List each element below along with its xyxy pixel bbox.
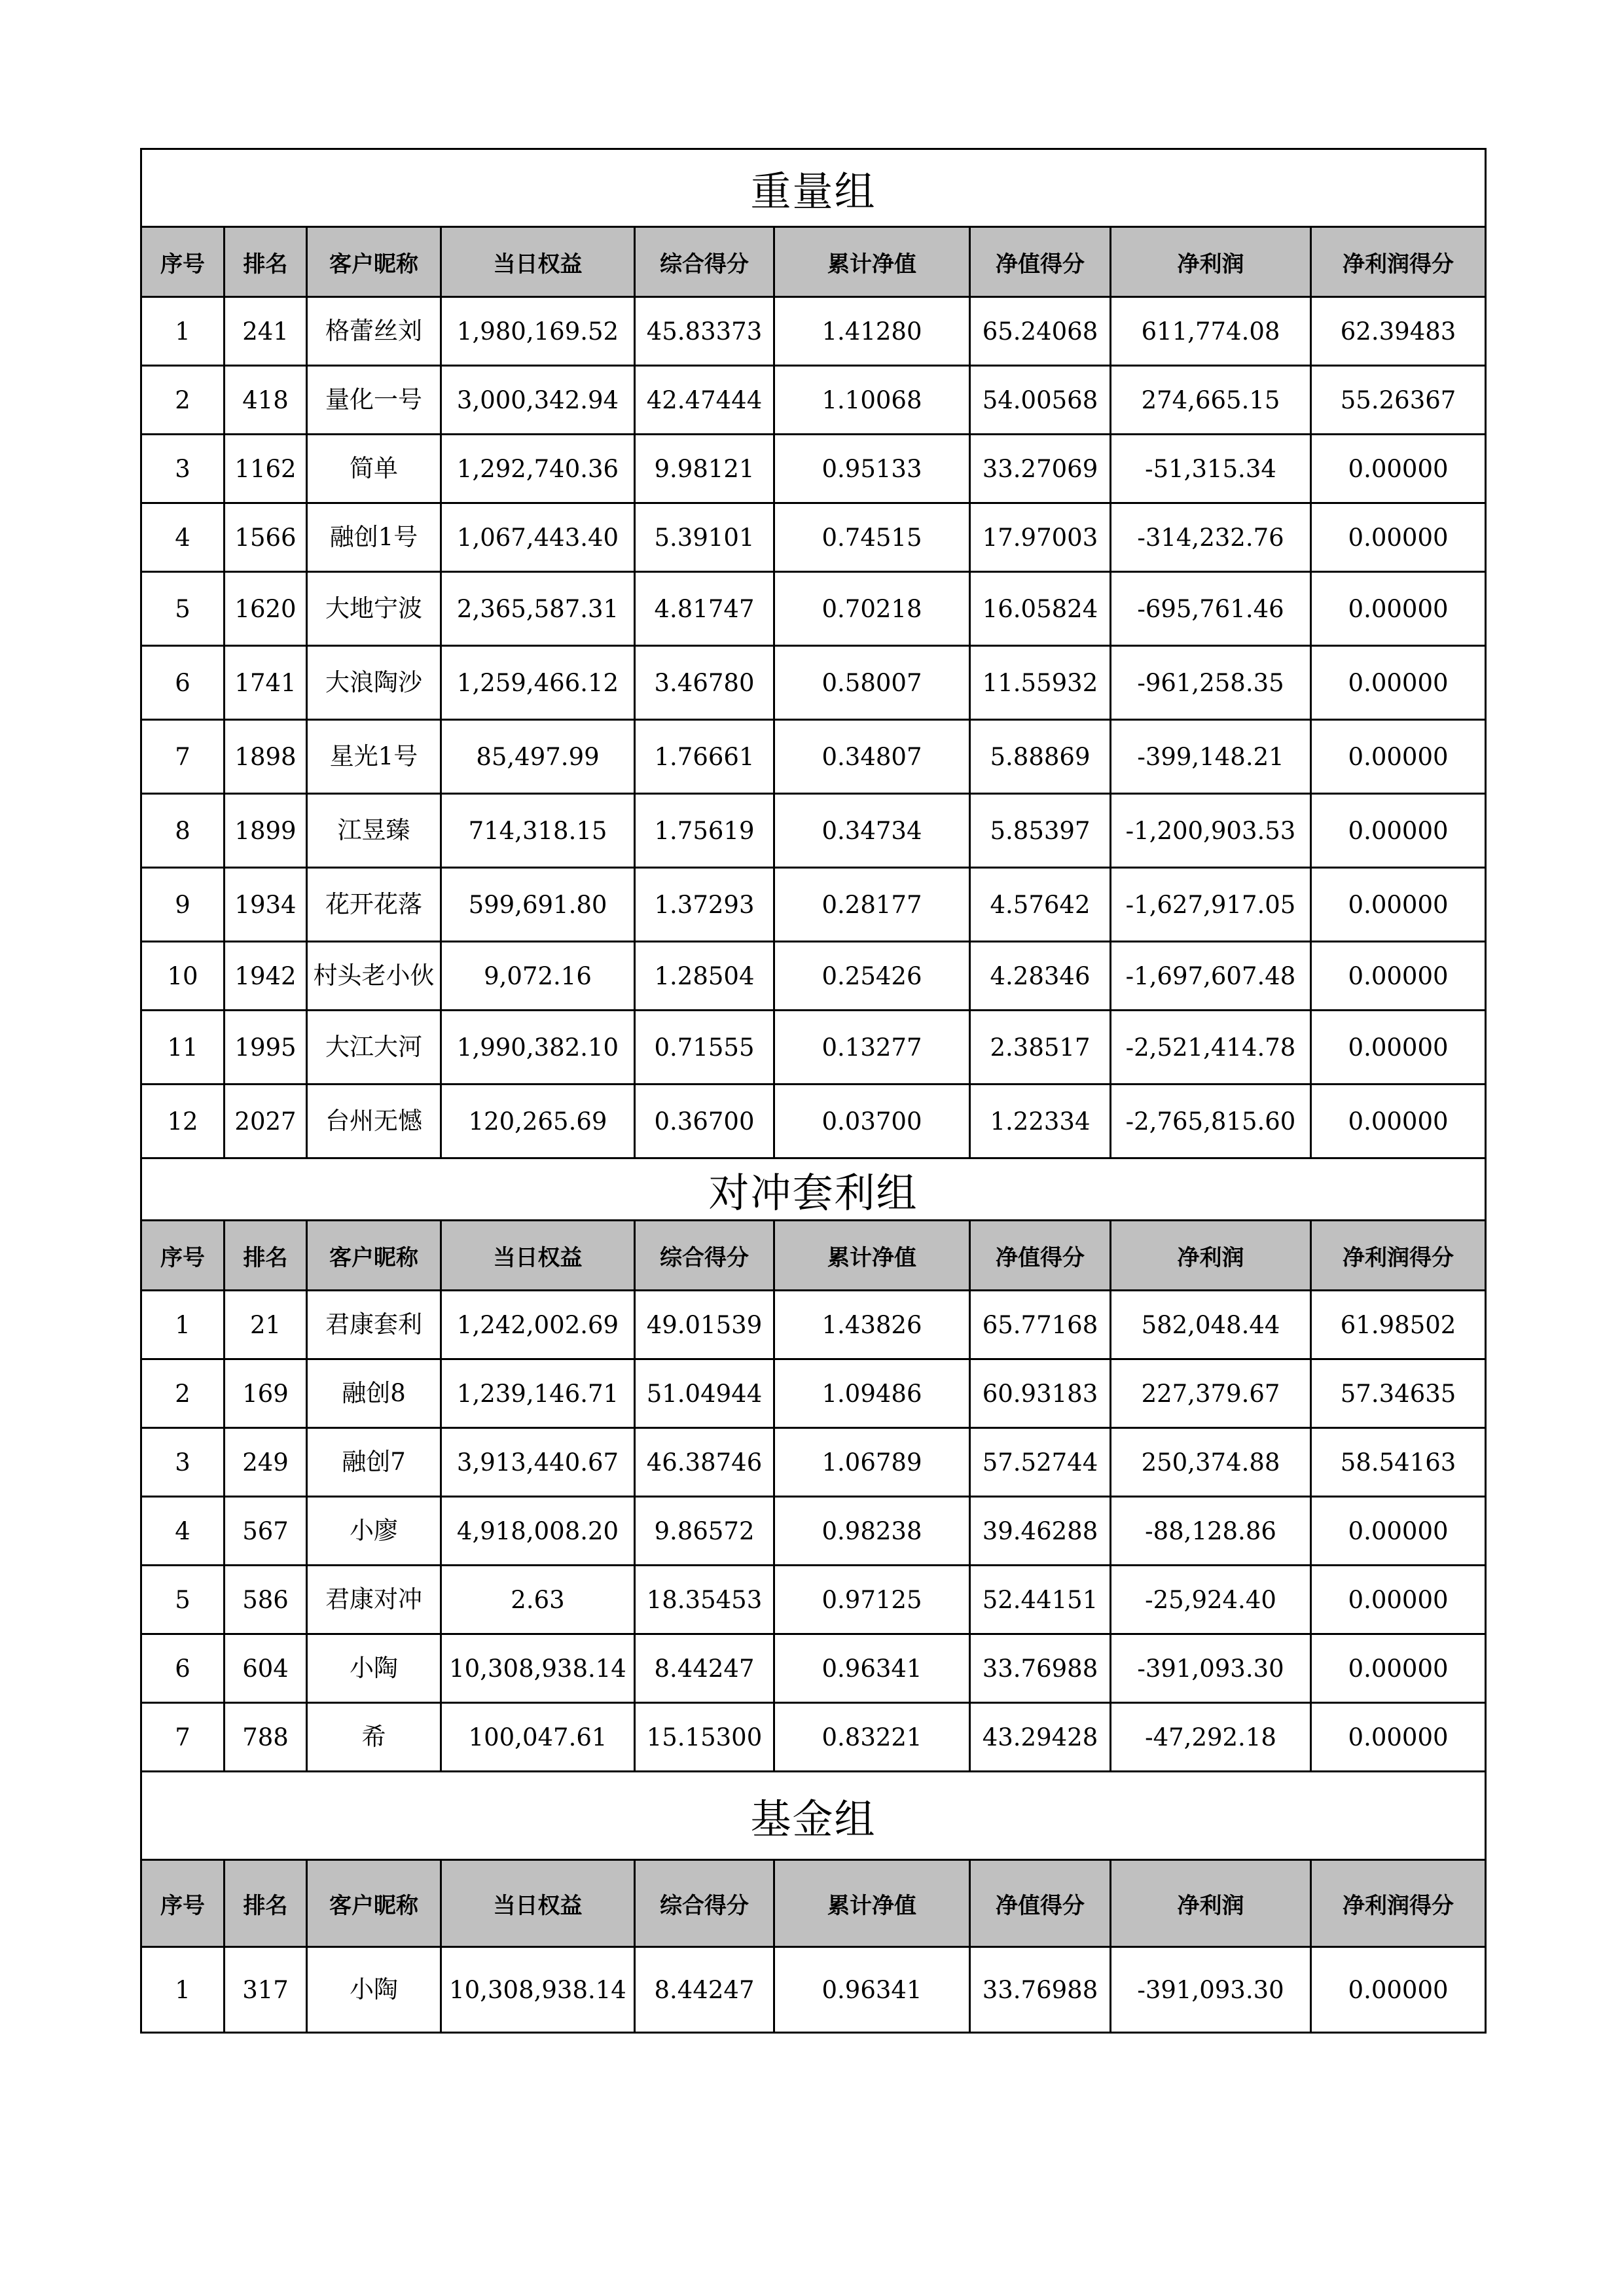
seq-cell: 5 (141, 1566, 225, 1634)
nav-cell: 0.96341 (774, 1947, 970, 2033)
nav-cell: 0.13277 (774, 1011, 970, 1085)
net-profit-cell: -51,315.34 (1111, 435, 1311, 503)
nickname-cell: 简单 (307, 435, 441, 503)
seq-cell: 6 (141, 1634, 225, 1703)
nav-score-cell: 52.44151 (970, 1566, 1111, 1634)
column-header: 客户昵称 (307, 1860, 441, 1947)
seq-cell: 3 (141, 1428, 225, 1497)
column-header: 综合得分 (635, 227, 774, 297)
net-profit-cell: -88,128.86 (1111, 1497, 1311, 1566)
net-profit-cell: 250,374.88 (1111, 1428, 1311, 1497)
column-header: 当日权益 (441, 1221, 635, 1291)
profit-score-cell: 0.00000 (1311, 572, 1486, 646)
column-header: 序号 (141, 1860, 225, 1947)
nav-score-cell: 16.05824 (970, 572, 1111, 646)
nav-score-cell: 60.93183 (970, 1359, 1111, 1428)
group-title-row (141, 1158, 1486, 1221)
group-title: 对冲套利组 (141, 1158, 1486, 1221)
nickname-cell: 大江大河 (307, 1011, 441, 1085)
profit-score-cell: 0.00000 (1311, 868, 1486, 942)
profit-score-cell: 0.00000 (1311, 435, 1486, 503)
nickname-cell: 希 (307, 1703, 441, 1772)
table-row (141, 503, 1486, 572)
seq-cell: 6 (141, 646, 225, 720)
net-profit-cell: -1,627,917.05 (1111, 868, 1311, 942)
seq-cell: 3 (141, 435, 225, 503)
nav-cell: 0.58007 (774, 646, 970, 720)
nav-cell: 1.43826 (774, 1291, 970, 1359)
table-row (141, 720, 1486, 794)
nickname-cell: 小陶 (307, 1947, 441, 2033)
column-header: 净值得分 (970, 1221, 1111, 1291)
score-cell: 49.01539 (635, 1291, 774, 1359)
table-row (141, 1011, 1486, 1085)
nickname-cell: 小廖 (307, 1497, 441, 1566)
group-title-row (141, 149, 1486, 227)
nav-score-cell: 39.46288 (970, 1497, 1111, 1566)
score-cell: 4.81747 (635, 572, 774, 646)
nickname-cell: 君康套利 (307, 1291, 441, 1359)
score-cell: 5.39101 (635, 503, 774, 572)
profit-score-cell: 0.00000 (1311, 1947, 1486, 2033)
profit-score-cell: 0.00000 (1311, 720, 1486, 794)
ranking-sheet (140, 148, 1485, 2034)
equity-cell: 100,047.61 (441, 1703, 635, 1772)
rank-cell: 586 (225, 1566, 307, 1634)
equity-cell: 599,691.80 (441, 868, 635, 942)
nav-cell: 0.34734 (774, 794, 970, 868)
nav-score-cell: 4.57642 (970, 868, 1111, 942)
nickname-cell: 村头老小伙 (307, 942, 441, 1011)
column-header: 净利润 (1111, 1860, 1311, 1947)
nav-score-cell: 65.77168 (970, 1291, 1111, 1359)
net-profit-cell: 611,774.08 (1111, 297, 1311, 366)
net-profit-cell: -695,761.46 (1111, 572, 1311, 646)
equity-cell: 1,242,002.69 (441, 1291, 635, 1359)
equity-cell: 3,913,440.67 (441, 1428, 635, 1497)
nickname-cell: 大地宁波 (307, 572, 441, 646)
nav-score-cell: 1.22334 (970, 1085, 1111, 1158)
table-row (141, 1947, 1486, 2033)
column-header: 净值得分 (970, 227, 1111, 297)
seq-cell: 8 (141, 794, 225, 868)
net-profit-cell: -399,148.21 (1111, 720, 1311, 794)
seq-cell: 7 (141, 720, 225, 794)
seq-cell: 1 (141, 1291, 225, 1359)
equity-cell: 120,265.69 (441, 1085, 635, 1158)
nav-score-cell: 2.38517 (970, 1011, 1111, 1085)
column-header: 客户昵称 (307, 1221, 441, 1291)
profit-score-cell: 0.00000 (1311, 1566, 1486, 1634)
table-row (141, 435, 1486, 503)
seq-cell: 7 (141, 1703, 225, 1772)
nav-cell: 0.96341 (774, 1634, 970, 1703)
rank-cell: 1934 (225, 868, 307, 942)
nav-cell: 1.10068 (774, 366, 970, 435)
table-row (141, 794, 1486, 868)
nav-cell: 1.06789 (774, 1428, 970, 1497)
column-header: 排名 (225, 1221, 307, 1291)
column-header: 当日权益 (441, 227, 635, 297)
nav-score-cell: 54.00568 (970, 366, 1111, 435)
equity-cell: 714,318.15 (441, 794, 635, 868)
rank-cell: 567 (225, 1497, 307, 1566)
table-row (141, 1359, 1486, 1428)
rank-cell: 604 (225, 1634, 307, 1703)
nickname-cell: 融创7 (307, 1428, 441, 1497)
column-header: 净利润 (1111, 1221, 1311, 1291)
nav-cell: 0.74515 (774, 503, 970, 572)
seq-cell: 11 (141, 1011, 225, 1085)
nav-score-cell: 57.52744 (970, 1428, 1111, 1497)
rank-cell: 418 (225, 366, 307, 435)
profit-score-cell: 0.00000 (1311, 1634, 1486, 1703)
group-title: 重量组 (141, 149, 1486, 227)
rank-cell: 1741 (225, 646, 307, 720)
column-header-row (141, 227, 1486, 297)
equity-cell: 4,918,008.20 (441, 1497, 635, 1566)
rank-cell: 2027 (225, 1085, 307, 1158)
rank-cell: 21 (225, 1291, 307, 1359)
rank-cell: 1620 (225, 572, 307, 646)
net-profit-cell: -2,521,414.78 (1111, 1011, 1311, 1085)
nickname-cell: 台州无憾 (307, 1085, 441, 1158)
seq-cell: 1 (141, 1947, 225, 2033)
score-cell: 1.76661 (635, 720, 774, 794)
nav-score-cell: 65.24068 (970, 297, 1111, 366)
table-row (141, 1428, 1486, 1497)
score-cell: 1.28504 (635, 942, 774, 1011)
nickname-cell: 江昱臻 (307, 794, 441, 868)
table-row (141, 572, 1486, 646)
profit-score-cell: 58.54163 (1311, 1428, 1486, 1497)
score-cell: 9.98121 (635, 435, 774, 503)
nav-cell: 0.95133 (774, 435, 970, 503)
profit-score-cell: 62.39483 (1311, 297, 1486, 366)
column-header: 净值得分 (970, 1860, 1111, 1947)
table-row (141, 646, 1486, 720)
equity-cell: 2.63 (441, 1566, 635, 1634)
nav-cell: 0.03700 (774, 1085, 970, 1158)
score-cell: 8.44247 (635, 1634, 774, 1703)
equity-cell: 2,365,587.31 (441, 572, 635, 646)
nickname-cell: 格蕾丝刘 (307, 297, 441, 366)
profit-score-cell: 0.00000 (1311, 1085, 1486, 1158)
column-header: 净利润 (1111, 227, 1311, 297)
net-profit-cell: -25,924.40 (1111, 1566, 1311, 1634)
score-cell: 1.75619 (635, 794, 774, 868)
equity-cell: 1,259,466.12 (441, 646, 635, 720)
column-header: 净利润得分 (1311, 1860, 1486, 1947)
profit-score-cell: 0.00000 (1311, 646, 1486, 720)
table-row (141, 1497, 1486, 1566)
table-row (141, 868, 1486, 942)
nav-score-cell: 5.88869 (970, 720, 1111, 794)
nickname-cell: 融创1号 (307, 503, 441, 572)
rank-cell: 1995 (225, 1011, 307, 1085)
equity-cell: 1,990,382.10 (441, 1011, 635, 1085)
nav-cell: 0.28177 (774, 868, 970, 942)
nav-score-cell: 33.76988 (970, 1947, 1111, 2033)
table-row (141, 297, 1486, 366)
column-header: 综合得分 (635, 1860, 774, 1947)
nickname-cell: 君康对冲 (307, 1566, 441, 1634)
column-header: 序号 (141, 227, 225, 297)
score-cell: 42.47444 (635, 366, 774, 435)
score-cell: 51.04944 (635, 1359, 774, 1428)
nickname-cell: 小陶 (307, 1634, 441, 1703)
net-profit-cell: -961,258.35 (1111, 646, 1311, 720)
table-row (141, 1566, 1486, 1634)
rank-cell: 788 (225, 1703, 307, 1772)
nav-cell: 0.25426 (774, 942, 970, 1011)
profit-score-cell: 0.00000 (1311, 1497, 1486, 1566)
nav-cell: 0.97125 (774, 1566, 970, 1634)
seq-cell: 2 (141, 366, 225, 435)
profit-score-cell: 0.00000 (1311, 942, 1486, 1011)
nav-cell: 0.98238 (774, 1497, 970, 1566)
equity-cell: 10,308,938.14 (441, 1947, 635, 2033)
net-profit-cell: -47,292.18 (1111, 1703, 1311, 1772)
table-row (141, 366, 1486, 435)
seq-cell: 4 (141, 1497, 225, 1566)
net-profit-cell: -391,093.30 (1111, 1947, 1311, 2033)
nav-cell: 1.41280 (774, 297, 970, 366)
nav-score-cell: 33.76988 (970, 1634, 1111, 1703)
score-cell: 9.86572 (635, 1497, 774, 1566)
score-cell: 15.15300 (635, 1703, 774, 1772)
rank-cell: 1898 (225, 720, 307, 794)
seq-cell: 2 (141, 1359, 225, 1428)
profit-score-cell: 0.00000 (1311, 1703, 1486, 1772)
score-cell: 8.44247 (635, 1947, 774, 2033)
nav-score-cell: 43.29428 (970, 1703, 1111, 1772)
net-profit-cell: -2,765,815.60 (1111, 1085, 1311, 1158)
column-header: 综合得分 (635, 1221, 774, 1291)
rank-cell: 317 (225, 1947, 307, 2033)
net-profit-cell: 582,048.44 (1111, 1291, 1311, 1359)
equity-cell: 85,497.99 (441, 720, 635, 794)
net-profit-cell: 274,665.15 (1111, 366, 1311, 435)
score-cell: 18.35453 (635, 1566, 774, 1634)
nav-score-cell: 11.55932 (970, 646, 1111, 720)
equity-cell: 3,000,342.94 (441, 366, 635, 435)
rank-cell: 1942 (225, 942, 307, 1011)
table-row (141, 1703, 1486, 1772)
score-cell: 46.38746 (635, 1428, 774, 1497)
nav-cell: 0.83221 (774, 1703, 970, 1772)
seq-cell: 1 (141, 297, 225, 366)
column-header: 净利润得分 (1311, 1221, 1486, 1291)
column-header: 排名 (225, 1860, 307, 1947)
nav-score-cell: 5.85397 (970, 794, 1111, 868)
net-profit-cell: -1,697,607.48 (1111, 942, 1311, 1011)
nickname-cell: 大浪陶沙 (307, 646, 441, 720)
rank-cell: 1566 (225, 503, 307, 572)
equity-cell: 1,292,740.36 (441, 435, 635, 503)
column-header: 累计净值 (774, 1860, 970, 1947)
equity-cell: 1,239,146.71 (441, 1359, 635, 1428)
profit-score-cell: 55.26367 (1311, 366, 1486, 435)
nav-cell: 1.09486 (774, 1359, 970, 1428)
column-header: 序号 (141, 1221, 225, 1291)
rank-cell: 249 (225, 1428, 307, 1497)
profit-score-cell: 0.00000 (1311, 503, 1486, 572)
column-header: 累计净值 (774, 227, 970, 297)
score-cell: 0.71555 (635, 1011, 774, 1085)
profit-score-cell: 0.00000 (1311, 794, 1486, 868)
seq-cell: 12 (141, 1085, 225, 1158)
rank-cell: 1899 (225, 794, 307, 868)
net-profit-cell: -314,232.76 (1111, 503, 1311, 572)
profit-score-cell: 61.98502 (1311, 1291, 1486, 1359)
profit-score-cell: 57.34635 (1311, 1359, 1486, 1428)
nav-cell: 0.34807 (774, 720, 970, 794)
score-cell: 45.83373 (635, 297, 774, 366)
nickname-cell: 花开花落 (307, 868, 441, 942)
net-profit-cell: 227,379.67 (1111, 1359, 1311, 1428)
table-row (141, 1291, 1486, 1359)
table-row (141, 942, 1486, 1011)
nav-cell: 0.70218 (774, 572, 970, 646)
nickname-cell: 星光1号 (307, 720, 441, 794)
column-header: 排名 (225, 227, 307, 297)
column-header-row (141, 1221, 1486, 1291)
nav-score-cell: 33.27069 (970, 435, 1111, 503)
score-cell: 0.36700 (635, 1085, 774, 1158)
seq-cell: 10 (141, 942, 225, 1011)
nickname-cell: 融创8 (307, 1359, 441, 1428)
column-header: 客户昵称 (307, 227, 441, 297)
equity-cell: 1,980,169.52 (441, 297, 635, 366)
ranking-table (140, 148, 1487, 2034)
net-profit-cell: -1,200,903.53 (1111, 794, 1311, 868)
table-row (141, 1085, 1486, 1158)
rank-cell: 1162 (225, 435, 307, 503)
rank-cell: 241 (225, 297, 307, 366)
column-header: 当日权益 (441, 1860, 635, 1947)
rank-cell: 169 (225, 1359, 307, 1428)
column-header: 净利润得分 (1311, 227, 1486, 297)
equity-cell: 10,308,938.14 (441, 1634, 635, 1703)
equity-cell: 1,067,443.40 (441, 503, 635, 572)
score-cell: 1.37293 (635, 868, 774, 942)
nav-score-cell: 4.28346 (970, 942, 1111, 1011)
equity-cell: 9,072.16 (441, 942, 635, 1011)
group-title-row (141, 1772, 1486, 1860)
table-row (141, 1634, 1486, 1703)
seq-cell: 5 (141, 572, 225, 646)
seq-cell: 9 (141, 868, 225, 942)
net-profit-cell: -391,093.30 (1111, 1634, 1311, 1703)
profit-score-cell: 0.00000 (1311, 1011, 1486, 1085)
table-body (141, 149, 1486, 2033)
column-header: 累计净值 (774, 1221, 970, 1291)
group-title: 基金组 (141, 1772, 1486, 1860)
column-header-row (141, 1860, 1486, 1947)
score-cell: 3.46780 (635, 646, 774, 720)
seq-cell: 4 (141, 503, 225, 572)
nickname-cell: 量化一号 (307, 366, 441, 435)
nav-score-cell: 17.97003 (970, 503, 1111, 572)
